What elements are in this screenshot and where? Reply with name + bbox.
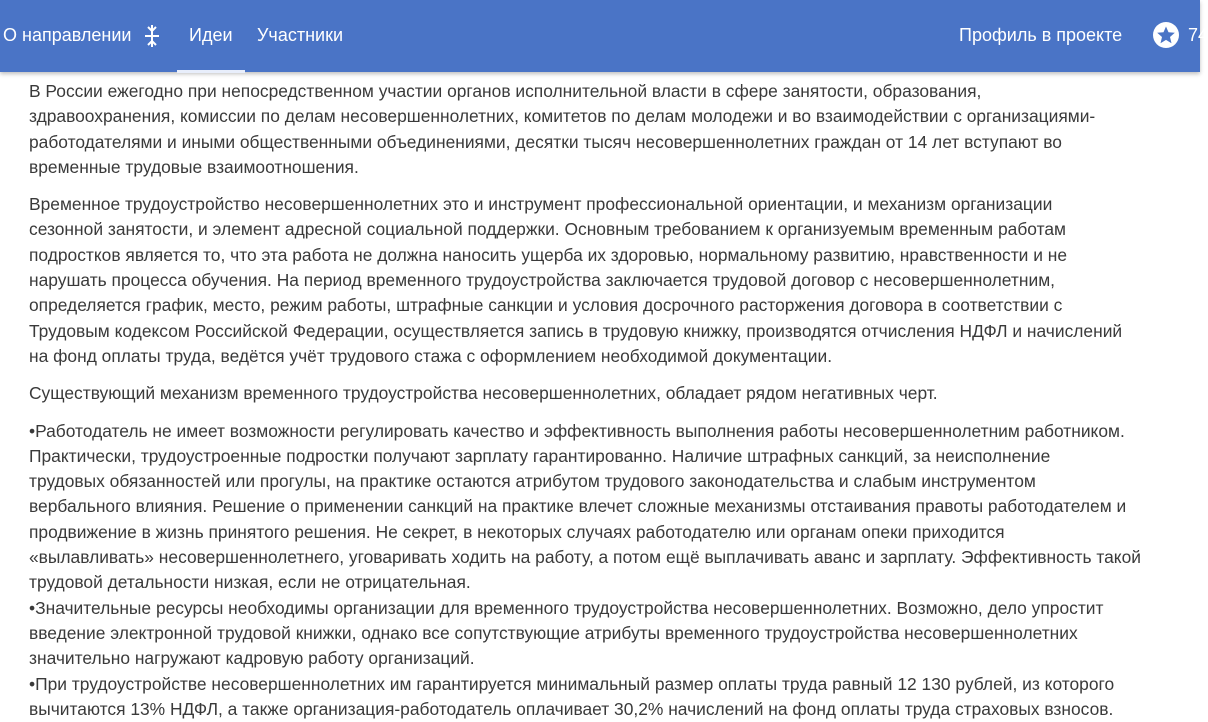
text-line: вербального влияния. Решение о применении санкций на практике влечет сложные механизмы отстаивания правоты работодателем и xyxy=(29,496,1127,517)
text-line: Временное трудоустройство несовершеннолетних это и инструмент профессиональной ориентации, и механизм организации xyxy=(29,194,1053,215)
text-line: сезонной занятости, и элемент адресной социальной поддержки. Основным требованием к организуемым временным работам xyxy=(29,219,1066,240)
bullet-employer-control xyxy=(29,419,1200,596)
paragraph-temporary-employment xyxy=(29,192,1200,369)
text-line: Практически, трудоустроенные подростки получают зарплату гарантированно. Наличие штрафных санкций, за неисполнение xyxy=(29,445,1051,466)
text-line: здравоохранения, комиссии по делам несовершеннолетних, комитетов по делам молодежи и во взаимодействии с организациями- xyxy=(29,106,1096,127)
text-line: значительно нагружают кадровую работу организаций. xyxy=(29,648,475,669)
paragraph-intro xyxy=(29,79,1200,180)
text-line: введение электронной трудовой книжки, однако все сопутствующие атрибуты временного трудоустройства несовершеннолетних xyxy=(29,622,1078,643)
star-icon[interactable] xyxy=(1153,22,1179,48)
text-line: трудовой детальности низкая, если не отрицательная. xyxy=(29,572,471,593)
text-line: трудовых обязанностей или прогулы, на практике остаются атрибутом трудового законодательства и слабым инструментом xyxy=(29,471,1036,492)
text-line: «вылавливать» несовершеннолетнего, уговаривать ходить на работу, а потом ещё выплачивать аванс и зарплату. Эффективность такой xyxy=(29,547,1141,568)
bullet-resources xyxy=(29,596,1200,672)
text-line: •Работодатель не имеет возможности регулировать качество и эффективность выполнения работы несовершеннолетним работником. xyxy=(29,420,1125,441)
text-line: подростков является то, что эта работа не должна наносить ущерба их здоровью, нормальному развитию, нравственности и не xyxy=(29,244,1068,265)
top-navigation-bar xyxy=(0,0,1208,72)
bullet-minimum-wage xyxy=(29,672,1200,722)
split-arrows-icon[interactable] xyxy=(143,24,161,48)
text-line: В России ежегодно при непосредственном участии органов исполнительной власти в сфере занятости, образования, xyxy=(29,81,982,101)
nav-about-direction[interactable]: О направлении xyxy=(3,25,132,45)
text-line: работодателями и иными общественными объединениями, десятки тысяч несовершеннолетних граждан от 14 лет вступают во xyxy=(29,131,1062,152)
text-line: Существующий механизм временного трудоустройства несовершеннолетних, обладает рядом негативных черт. xyxy=(29,383,938,404)
paragraph-negative-traits xyxy=(29,381,1200,406)
text-line: на фонд оплаты труда, ведётся учёт трудового стажа с оформлением необходимой документации. xyxy=(29,345,833,366)
profile-link[interactable]: Профиль в проекте xyxy=(959,25,1123,45)
text-line: вычитаются 13% НДФЛ, а также организация-работодатель оплачивает 30,2% начислений на фонд оплаты труда страховых взносов. xyxy=(29,698,1114,719)
text-line: нарушать процесса обучения. На период временного трудоустройства заключается трудовой договор с несовершеннолетним, xyxy=(29,270,1055,291)
text-line: продвижение в жизнь принятого решения. Не секрет, в некоторых случаях работодателю или органам опеки приходится xyxy=(29,521,1005,542)
text-line: Трудовым кодексом Российской Федерации, осуществляется запись в трудовую книжку, производятся отчисления НДФЛ и начислений xyxy=(29,320,1123,341)
active-tab-indicator xyxy=(177,70,245,73)
points-count: 74 xyxy=(1188,25,1208,45)
text-line: •При трудоустройстве несовершеннолетних им гарантируется минимальный размер оплаты труда равный 12 130 рублей, из которого xyxy=(29,673,1115,694)
article-body xyxy=(29,79,1200,719)
tab-ideas[interactable]: Идеи xyxy=(189,25,233,45)
tab-members[interactable]: Участники xyxy=(257,25,343,45)
text-line: временные трудовые взаимоотношения. xyxy=(29,156,359,177)
text-line: определяется график, место, режим работы, штрафные санкции и условия досрочного расторжения договора в соответствии с xyxy=(29,295,1063,316)
text-line: •Значительные ресурсы необходимы организации для временного трудоустройства несовершеннолетних. Возможно, дело упростит xyxy=(29,597,1104,618)
